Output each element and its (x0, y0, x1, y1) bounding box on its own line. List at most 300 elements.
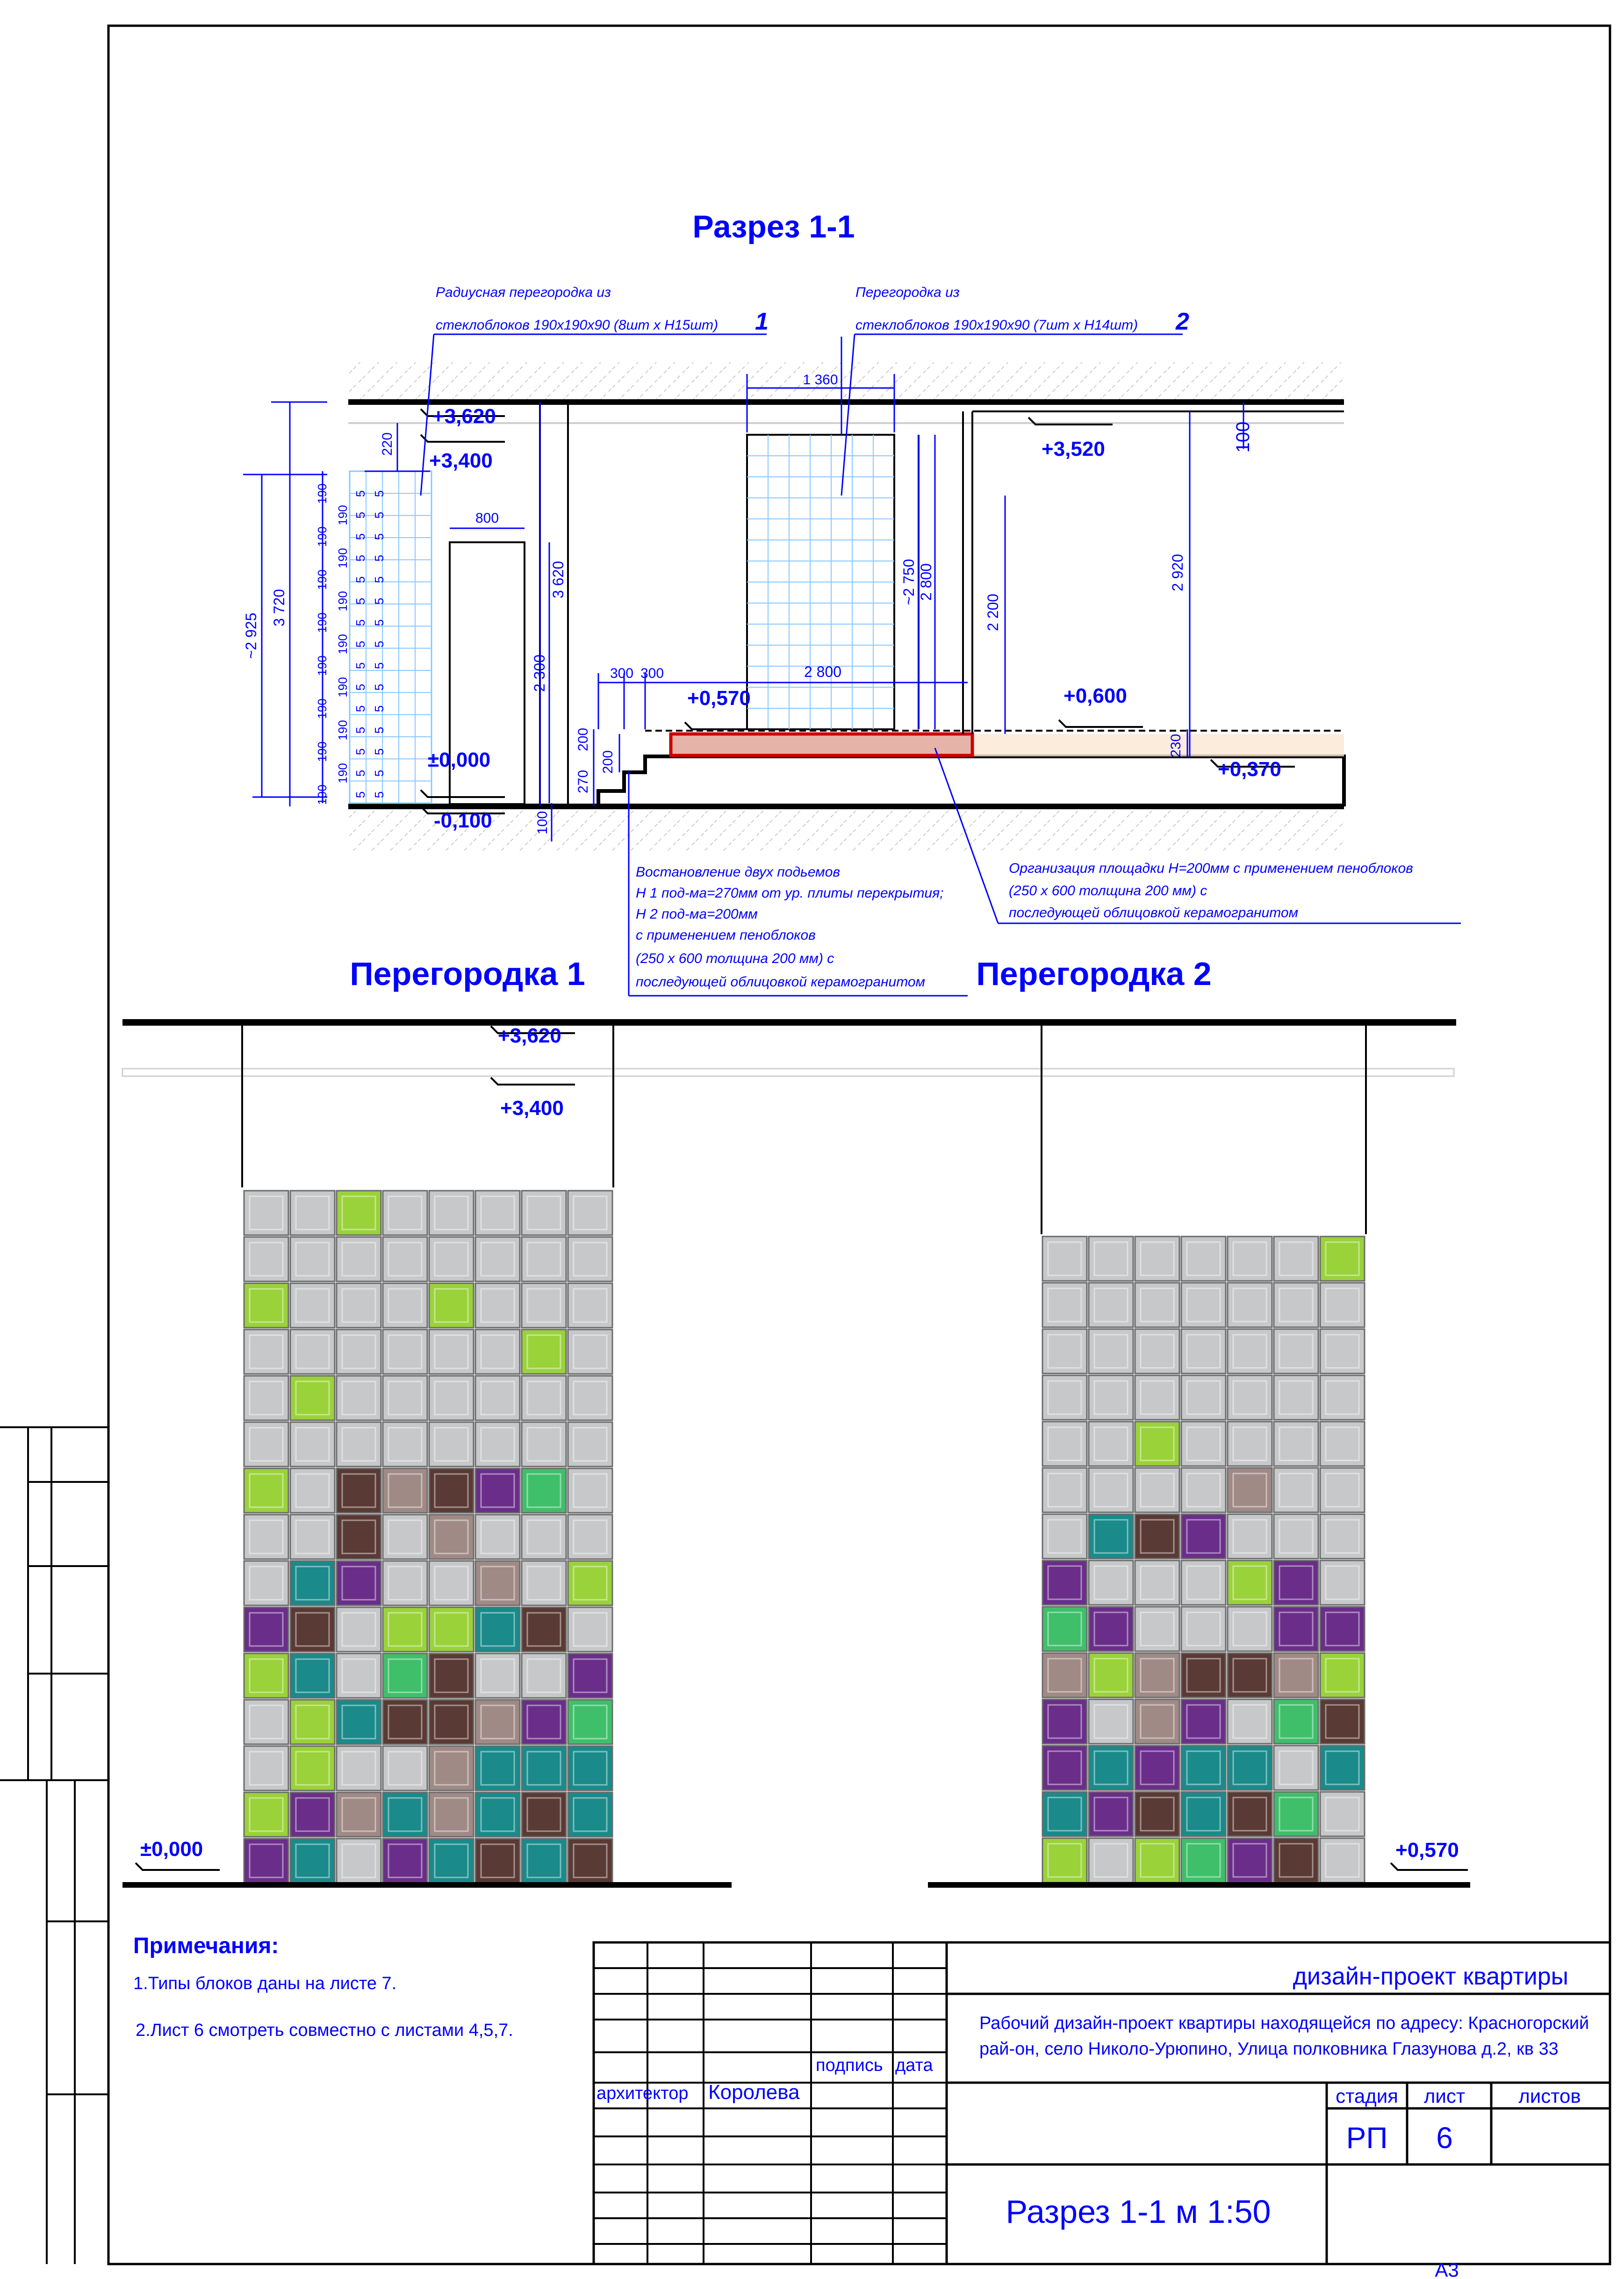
block-size-label: 190 (315, 569, 329, 590)
callout2-line2: стеклоблоков 190x190x90 (7шт x H14шт) (855, 317, 1138, 333)
glass-block (1089, 1699, 1133, 1744)
glass-block (1320, 1468, 1365, 1512)
platform-red (671, 734, 972, 755)
ceiling-hatch (348, 362, 1344, 402)
block-size-label: 190 (336, 763, 350, 784)
glass-block (429, 1839, 474, 1883)
glass-block (1181, 1468, 1226, 1512)
glass-block (1089, 1283, 1133, 1327)
date-label: дата (895, 2056, 933, 2075)
glass-block (429, 1191, 474, 1235)
glass-block (1274, 1699, 1318, 1744)
glass-block (337, 1607, 381, 1652)
section-partition2-grid (747, 435, 894, 729)
glass-block (1089, 1375, 1133, 1420)
block-gap-label: 5 (372, 640, 386, 648)
glass-block (1320, 1422, 1365, 1466)
callout2-line1: Перегородка из (855, 285, 960, 300)
glass-block (290, 1561, 335, 1605)
block-size-label: 190 (315, 483, 329, 504)
block-size-label: 190 (315, 655, 329, 676)
glass-block (337, 1283, 381, 1328)
level-3520: +3,520 (1042, 438, 1105, 460)
glass-block (383, 1283, 427, 1328)
glass-block (1135, 1792, 1179, 1836)
glass-block (290, 1839, 335, 1883)
glass-block (1320, 1329, 1365, 1373)
glass-block (522, 1700, 566, 1744)
block-gap-label: 5 (372, 490, 386, 497)
glass-block (1181, 1607, 1226, 1651)
glass-block (522, 1191, 566, 1235)
glass-block (1135, 1560, 1179, 1605)
glass-block (1135, 1329, 1179, 1373)
partition2-title: Перегородка 2 (976, 956, 1212, 992)
glass-block (475, 1330, 520, 1374)
glass-block (1181, 1237, 1226, 1281)
block-gap-label: 5 (353, 597, 367, 605)
level-3620-section: +3,620 (432, 405, 496, 428)
glass-block (1181, 1375, 1226, 1420)
glass-block (1320, 1792, 1365, 1836)
glass-block (429, 1468, 474, 1513)
glass-block (1274, 1560, 1318, 1605)
platform-note (1009, 861, 1413, 920)
note-1: 1.Типы блоков даны на листе 7. (133, 1974, 397, 1993)
sheet-label: лист (1423, 2085, 1466, 2107)
dim-300-a: 300 (610, 666, 634, 681)
block-gap-label: 5 (372, 619, 386, 626)
block-gap-label: 5 (372, 769, 386, 777)
glass-block (1042, 1422, 1087, 1466)
glass-block (568, 1607, 612, 1652)
glass-block (1228, 1653, 1272, 1697)
glass-block (568, 1283, 612, 1328)
glass-block (1320, 1283, 1365, 1327)
glass-block (290, 1792, 335, 1837)
glass-block (1181, 1514, 1226, 1559)
level-0570-section: +0,570 (687, 687, 751, 710)
block-gap-label: 5 (353, 769, 367, 777)
block-size-label: 190 (336, 505, 350, 525)
glass-block (429, 1376, 474, 1420)
glass-block (429, 1561, 474, 1605)
glass-block (568, 1330, 612, 1374)
glass-block (429, 1515, 474, 1559)
glass-block (1089, 1792, 1133, 1836)
dim-3720: 3 720 (271, 589, 287, 627)
glass-block (1135, 1283, 1179, 1327)
glass-block (383, 1376, 427, 1420)
glass-block (429, 1607, 474, 1652)
glass-block (383, 1746, 427, 1790)
glass-block (1274, 1237, 1318, 1281)
glass-block (290, 1468, 335, 1513)
glass-block (1089, 1468, 1133, 1512)
binding-margin-table (0, 1427, 108, 2264)
glass-block (290, 1607, 335, 1652)
architect-name: Королева (708, 2081, 800, 2104)
glass-block (1042, 1838, 1087, 1883)
glass-block (337, 1839, 381, 1883)
glass-block (1274, 1422, 1318, 1466)
block-gap-label: 5 (353, 640, 367, 648)
glass-block (429, 1792, 474, 1837)
glass-block (522, 1654, 566, 1698)
glass-block (1228, 1237, 1272, 1281)
dim-3620: 3 620 (550, 561, 567, 599)
glass-block (1135, 1607, 1179, 1651)
glass-block (1089, 1607, 1133, 1651)
project-address-line1: Рабочий дизайн-проект квартиры находящейся по адресу: Красногорский (979, 2013, 1589, 2033)
glass-block (1181, 1746, 1226, 1790)
partition2-elevation-blocks (1042, 1237, 1365, 1883)
glass-block (290, 1700, 335, 1744)
glass-block (475, 1607, 520, 1652)
glass-block (1042, 1560, 1087, 1605)
svg-text:Востановление двух подьемов: Востановление двух подьемов (636, 864, 841, 880)
glass-block (337, 1468, 381, 1513)
dim-100-top: 100 (1233, 421, 1253, 453)
callout2-number: 2 (1176, 308, 1189, 335)
block-size-label: 190 (336, 548, 350, 568)
project-address-line2: рай-он, село Николо-Урюпино, Улица полковника Глазунова д.2, кв 33 (979, 2039, 1559, 2059)
block-gap-label: 5 (353, 726, 367, 734)
block-gap-label: 5 (372, 533, 386, 540)
glass-block (244, 1283, 288, 1328)
callout1-line1: Радиусная перегородка из (436, 285, 611, 300)
glass-block (1181, 1792, 1226, 1836)
glass-block (522, 1376, 566, 1420)
glass-block (1089, 1514, 1133, 1559)
glass-block (568, 1422, 612, 1467)
glass-block (383, 1191, 427, 1235)
glass-block (522, 1237, 566, 1281)
glass-block (1042, 1699, 1087, 1744)
glass-block (522, 1468, 566, 1513)
glass-block (290, 1376, 335, 1420)
level-0000-section: ±0,000 (428, 748, 491, 771)
glass-block (244, 1237, 288, 1281)
glass-block (1042, 1329, 1087, 1373)
glass-block (1320, 1653, 1365, 1697)
glass-block (522, 1515, 566, 1559)
block-size-label: 190 (336, 677, 350, 697)
glass-block (1089, 1746, 1133, 1790)
block-gap-label: 5 (372, 683, 386, 691)
glass-block (244, 1561, 288, 1605)
glass-block (1274, 1838, 1318, 1883)
glass-block (475, 1237, 520, 1281)
glass-block (1089, 1237, 1133, 1281)
block-gap-label: 5 (372, 662, 386, 669)
dim-100-bottom: 100 (535, 811, 550, 835)
glass-block (290, 1330, 335, 1374)
section-title: Разрез 1-1 (692, 209, 855, 244)
dim-200-b: 200 (600, 750, 616, 774)
glass-block (1228, 1792, 1272, 1836)
level-3400-section: +3,400 (429, 449, 493, 472)
glass-block (1320, 1699, 1365, 1744)
svg-text:H 2 под-ма=200мм: H 2 под-ма=200мм (636, 906, 758, 922)
glass-block (383, 1839, 427, 1883)
glass-block (290, 1746, 335, 1790)
glass-block (1320, 1560, 1365, 1605)
partition2-level-markers (1391, 1863, 1468, 1870)
glass-block (1089, 1653, 1133, 1697)
partition1-title: Перегородка 1 (350, 956, 585, 992)
glass-block (1135, 1422, 1179, 1466)
block-gap-label: 5 (353, 791, 367, 798)
glass-block (244, 1746, 288, 1790)
glass-block (1042, 1375, 1087, 1420)
glass-block (475, 1468, 520, 1513)
glass-block (429, 1746, 474, 1790)
glass-block (429, 1283, 474, 1328)
glass-block (1089, 1329, 1133, 1373)
glass-block (1181, 1329, 1226, 1373)
glass-block (1274, 1607, 1318, 1651)
glass-block (383, 1237, 427, 1281)
glass-block (290, 1515, 335, 1559)
glass-block (522, 1746, 566, 1790)
block-gap-label: 5 (372, 511, 386, 519)
glass-block (429, 1237, 474, 1281)
glass-block (383, 1468, 427, 1513)
glass-block (337, 1191, 381, 1235)
block-size-label: 190 (315, 698, 329, 719)
glass-block (568, 1515, 612, 1559)
glass-block (568, 1468, 612, 1513)
glass-block (475, 1839, 520, 1883)
glass-block (1320, 1746, 1365, 1790)
sheets-label: листов (1518, 2085, 1581, 2107)
glass-block (383, 1607, 427, 1652)
glass-block (337, 1746, 381, 1790)
glass-block (1042, 1653, 1087, 1697)
glass-block (522, 1561, 566, 1605)
dim-200-a: 200 (575, 727, 591, 752)
svg-text:Организация площадки H=200мм с: Организация площадки H=200мм с применением пеноблоков (1009, 861, 1413, 876)
block-gap-label: 5 (353, 683, 367, 691)
sheet-value: 6 (1436, 2121, 1453, 2155)
svg-text:последующей облицовкой керамог: последующей облицовкой керамогранитом (636, 974, 926, 990)
glass-block (568, 1376, 612, 1420)
block-gap-label: 5 (372, 748, 386, 755)
glass-block (1089, 1838, 1133, 1883)
glass-block (475, 1654, 520, 1698)
sheet-format: А3 (1435, 2259, 1459, 2279)
glass-block (1181, 1560, 1226, 1605)
glass-block (1042, 1468, 1087, 1512)
dim-300-b: 300 (640, 666, 664, 681)
block-gap-label: 5 (353, 619, 367, 626)
glass-block (1135, 1699, 1179, 1744)
glass-block (1274, 1329, 1318, 1373)
block-gap-label: 5 (372, 554, 386, 562)
block-gap-label: 5 (353, 490, 367, 497)
glass-block (1320, 1838, 1365, 1883)
dim-2800-vertical: 2 800 (918, 563, 934, 601)
glass-block (1228, 1514, 1272, 1559)
block-size-label: 190 (315, 741, 329, 762)
block-size-label: 190 (315, 784, 329, 805)
block-gap-label: 5 (353, 662, 367, 669)
block-gap-label: 5 (353, 576, 367, 583)
dim-800: 800 (475, 510, 499, 526)
dim-220: 220 (380, 432, 395, 456)
glass-block (429, 1422, 474, 1467)
partition2-frame (1042, 1022, 1366, 1234)
glass-block (290, 1191, 335, 1235)
glass-block (1320, 1514, 1365, 1559)
level-m0100: -0,100 (434, 809, 492, 832)
glass-block (1042, 1607, 1087, 1651)
glass-block (244, 1700, 288, 1744)
dim-2920: 2 920 (1169, 554, 1186, 592)
block-gap-label: 5 (372, 726, 386, 734)
glass-block (475, 1561, 520, 1605)
glass-block (1181, 1653, 1226, 1697)
glass-block (475, 1422, 520, 1467)
glass-block (568, 1700, 612, 1744)
sheet-frame (108, 26, 1610, 2264)
dim-270: 270 (575, 769, 591, 794)
glass-block (1135, 1237, 1179, 1281)
block-gap-label: 5 (372, 705, 386, 712)
glass-block (1089, 1560, 1133, 1605)
glass-block (1135, 1653, 1179, 1697)
glass-block (1181, 1422, 1226, 1466)
glass-block (337, 1792, 381, 1837)
glass-block (1181, 1699, 1226, 1744)
glass-block (522, 1607, 566, 1652)
steps-note (636, 864, 943, 990)
glass-block (1274, 1283, 1318, 1327)
block-gap-label: 5 (372, 597, 386, 605)
glass-block (475, 1746, 520, 1790)
glass-block (1274, 1653, 1318, 1697)
partition1-mid-level: +3,400 (500, 1097, 564, 1120)
glass-block (1089, 1422, 1133, 1466)
sign-label: подпись (816, 2056, 883, 2075)
elevation-ceiling-band (122, 1069, 1454, 1076)
glass-block (383, 1330, 427, 1374)
dim-2800-horizontal: 2 800 (804, 663, 842, 680)
glass-block (1042, 1283, 1087, 1327)
glass-block (475, 1283, 520, 1328)
glass-block (290, 1422, 335, 1467)
glass-block (522, 1839, 566, 1883)
glass-block (429, 1330, 474, 1374)
stage-value: РП (1346, 2121, 1388, 2155)
glass-block (1228, 1375, 1272, 1420)
platform-hatch (972, 734, 1344, 756)
glass-block (568, 1191, 612, 1235)
glass-block (1274, 1375, 1318, 1420)
block-gap-label: 5 (353, 705, 367, 712)
callout1-line2: стеклоблоков 190x190x90 (8шт x H15шт) (436, 317, 719, 333)
block-size-label: 190 (336, 720, 350, 740)
glass-block (475, 1792, 520, 1837)
dim-1360: 1 360 (803, 372, 838, 388)
block-gap-label: 5 (372, 576, 386, 583)
drawing-title: Разрез 1-1 м 1:50 (1006, 2193, 1271, 2230)
glass-block (1181, 1838, 1226, 1883)
glass-block (244, 1607, 288, 1652)
glass-block (290, 1283, 335, 1328)
glass-block (522, 1792, 566, 1837)
glass-block (1274, 1792, 1318, 1836)
block-size-label: 190 (336, 591, 350, 611)
glass-block (244, 1515, 288, 1559)
glass-block (568, 1654, 612, 1698)
glass-block (568, 1746, 612, 1790)
partition1-base-level: ±0,000 (140, 1838, 203, 1861)
block-size-label: 190 (336, 634, 350, 654)
block-dimension-labels (315, 483, 386, 805)
level-0600: +0,600 (1064, 684, 1127, 707)
block-size-label: 190 (315, 612, 329, 633)
svg-text:с применением пеноблоков: с применением пеноблоков (636, 927, 816, 943)
glass-block (383, 1792, 427, 1837)
block-gap-label: 5 (353, 533, 367, 540)
svg-text:(250 x 600 толщина 200 мм) с: (250 x 600 толщина 200 мм) с (1009, 883, 1207, 899)
glass-block (383, 1654, 427, 1698)
glass-block (1228, 1607, 1272, 1651)
glass-block (429, 1700, 474, 1744)
glass-block (337, 1330, 381, 1374)
role-label: архитектор (596, 2084, 689, 2103)
glass-block (244, 1376, 288, 1420)
glass-block (337, 1515, 381, 1559)
glass-block (1135, 1514, 1179, 1559)
glass-block (1228, 1283, 1272, 1327)
stage-label: стадия (1336, 2085, 1398, 2107)
glass-block (1320, 1607, 1365, 1651)
partition1-elevation-blocks (244, 1191, 612, 1883)
glass-block (383, 1515, 427, 1559)
glass-block (568, 1237, 612, 1281)
block-gap-label: 5 (353, 511, 367, 519)
glass-block (290, 1237, 335, 1281)
glass-block (383, 1561, 427, 1605)
level-0370: +0,370 (1218, 758, 1281, 781)
glass-block (429, 1654, 474, 1698)
glass-block (337, 1561, 381, 1605)
block-gap-label: 5 (353, 748, 367, 755)
glass-block (1274, 1468, 1318, 1512)
glass-block (383, 1422, 427, 1467)
dim-2300: 2 300 (531, 654, 548, 692)
glass-block (1135, 1375, 1179, 1420)
svg-text:H 1 под-ма=270мм от ур. плиты: H 1 под-ма=270мм от ур. плиты перекрытия; (636, 885, 944, 901)
partition2-base-level: +0,570 (1395, 1839, 1459, 1862)
glass-block (1228, 1422, 1272, 1466)
glass-block (1228, 1560, 1272, 1605)
glass-block (244, 1468, 288, 1513)
glass-block (1228, 1699, 1272, 1744)
glass-block (244, 1792, 288, 1837)
glass-block (290, 1654, 335, 1698)
glass-block (244, 1422, 288, 1467)
block-gap-label: 5 (372, 791, 386, 798)
notes-heading: Примечания: (133, 1934, 279, 1958)
glass-block (1042, 1237, 1087, 1281)
glass-block (337, 1700, 381, 1744)
svg-text:последующей облицовкой керамог: последующей облицовкой керамогранитом (1009, 905, 1299, 920)
glass-block (568, 1561, 612, 1605)
